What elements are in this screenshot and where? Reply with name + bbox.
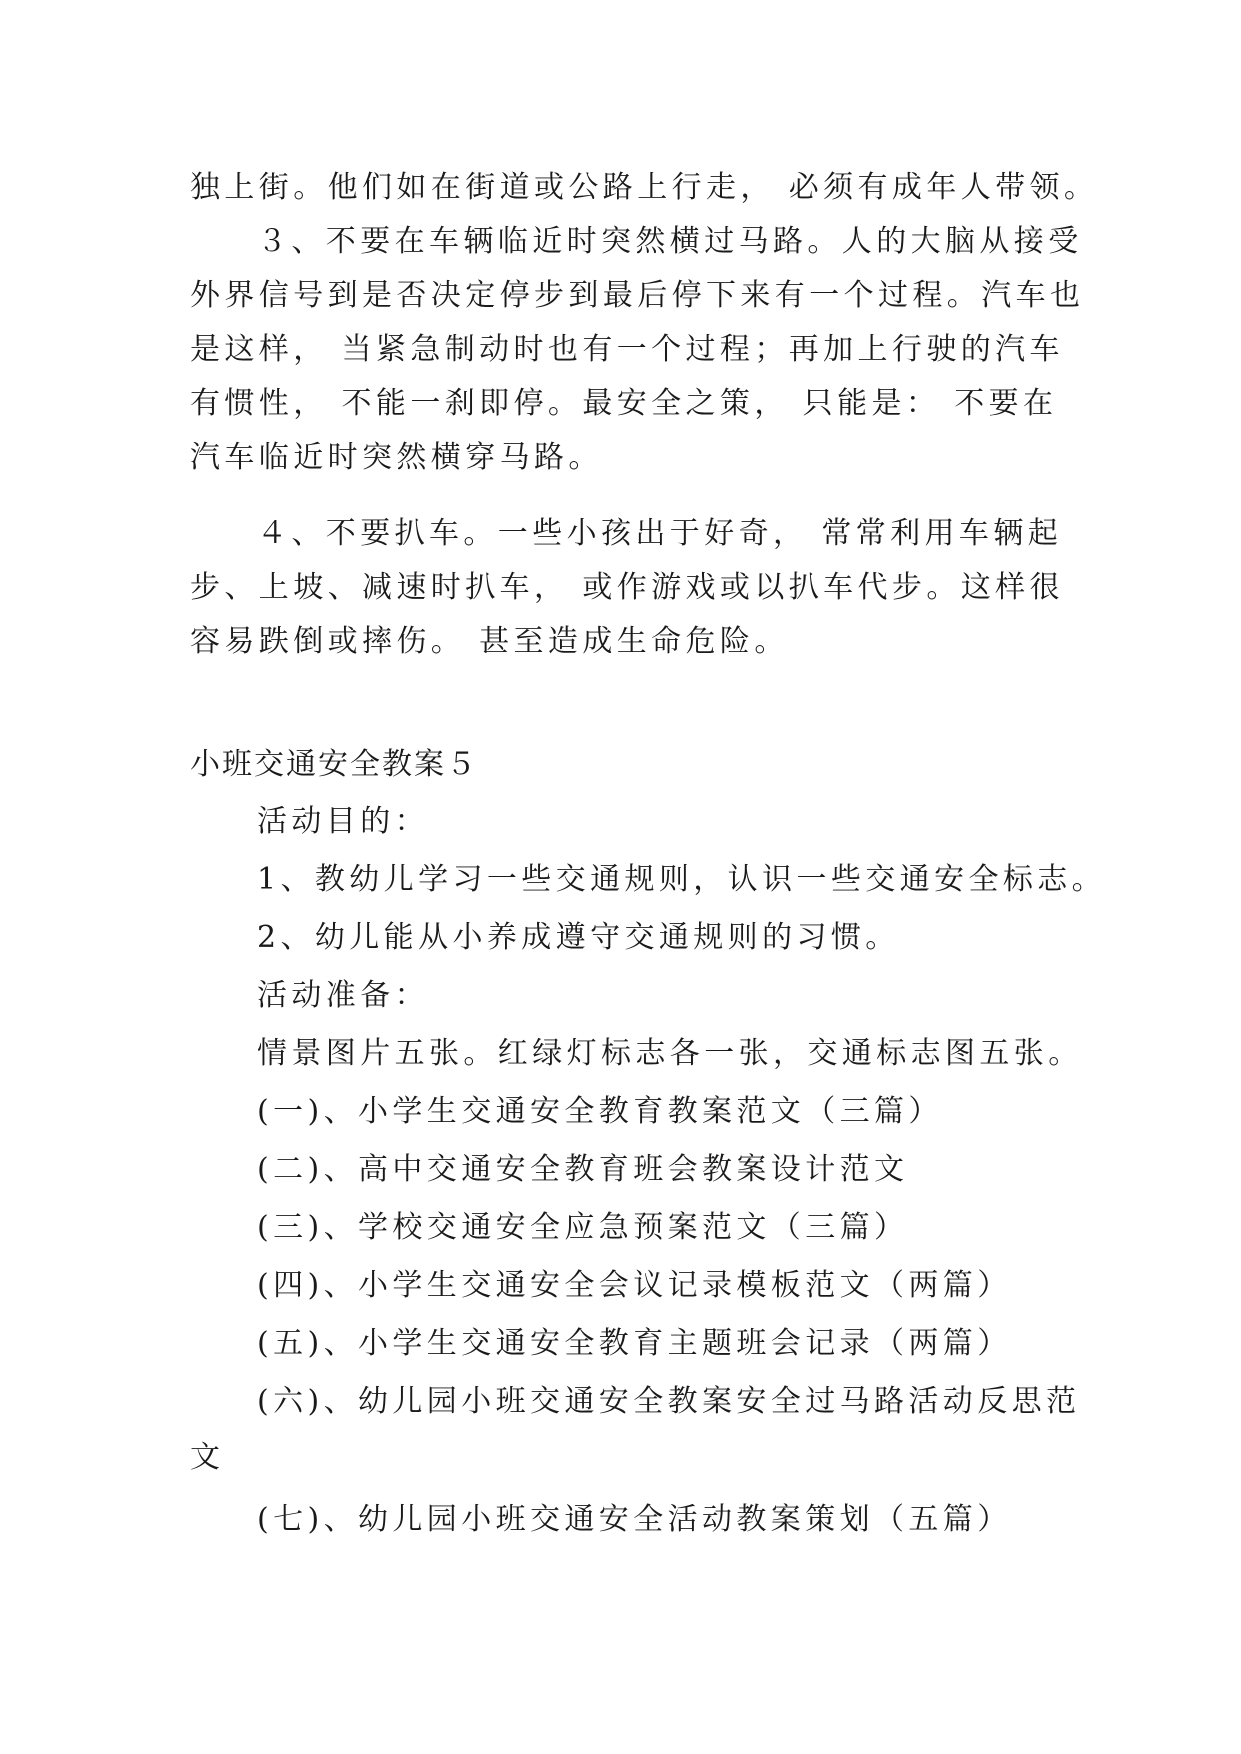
paragraph-3-line-5: 汽车临近时突然横穿马路。 (190, 440, 603, 475)
activity-prep-label: 活动准备： (257, 978, 429, 1013)
related-link-7[interactable]: (七)、幼儿园小班交通安全活动教案策划（五篇） (257, 1502, 1012, 1537)
paragraph-4-line-1: ４、不要扒车。一些小孩出于好奇， 常常利用车辆起 (257, 516, 1063, 551)
paragraph-4-line-3: 容易跌倒或摔伤。 甚至造成生命危险。 (190, 624, 789, 659)
paragraph-3-line-1: ３、不要在车辆临近时突然横过马路。人的大脑从接受 (257, 224, 1083, 259)
activity-prep-text: 情景图片五张。红绿灯标志各一张，交通标志图五张。 (257, 1036, 1083, 1071)
related-link-6-wrap[interactable]: 文 (190, 1440, 225, 1475)
goal-item-2: 2、幼儿能从小养成遵守交通规则的习惯。 (257, 920, 900, 955)
paragraph-continuation-line: 独上街。他们如在街道或公路上行走， 必须有成年人带领。 (190, 170, 1099, 205)
paragraph-3-line-2: 外界信号到是否决定停步到最后停下来有一个过程。汽车也 (190, 278, 1085, 313)
related-link-1[interactable]: (一)、小学生交通安全教育教案范文（三篇） (257, 1094, 943, 1129)
paragraph-4-line-2: 步、上坡、减速时扒车， 或作游戏或以扒车代步。这样很 (190, 570, 1064, 605)
related-link-4[interactable]: (四)、小学生交通安全会议记录模板范文（两篇） (257, 1268, 1012, 1303)
related-link-2[interactable]: (二)、高中交通安全教育班会教案设计范文 (257, 1152, 909, 1187)
section-title: 小班交通安全教案５ (190, 747, 478, 782)
activity-goal-label: 活动目的： (257, 804, 429, 839)
paragraph-3-line-3: 是这样， 当紧急制动时也有一个过程；再加上行驶的汽车 (190, 332, 1064, 367)
goal-item-1: 1、教幼儿学习一些交通规则，认识一些交通安全标志。 (257, 862, 1107, 897)
related-link-3[interactable]: (三)、学校交通安全应急预案范文（三篇） (257, 1210, 909, 1245)
related-link-6[interactable]: (六)、幼儿园小班交通安全教案安全过马路活动反思范 (257, 1384, 1081, 1419)
paragraph-3-line-4: 有惯性， 不能一刹即停。最安全之策， 只能是： 不要在 (190, 386, 1058, 421)
related-link-5[interactable]: (五)、小学生交通安全教育主题班会记录（两篇） (257, 1326, 1012, 1361)
